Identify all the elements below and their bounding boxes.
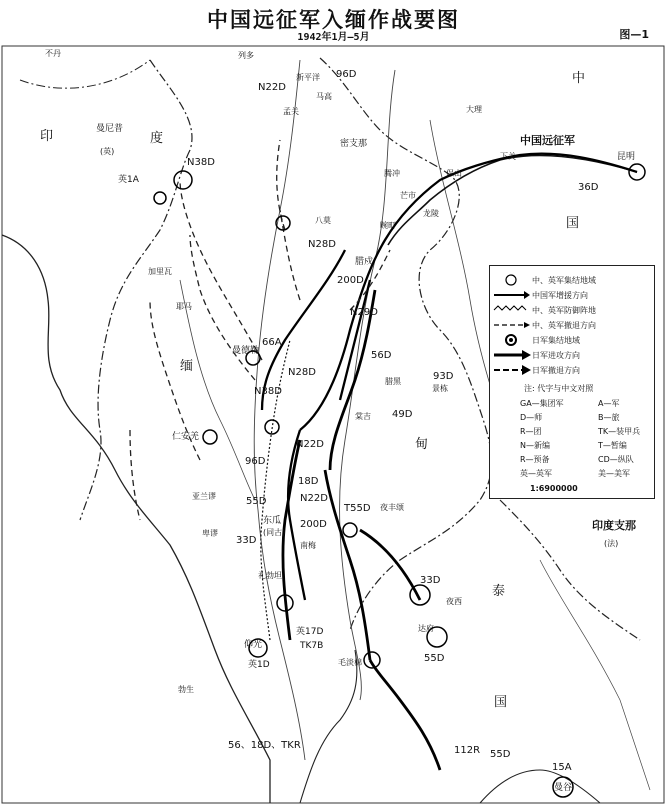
place-xiaguan: 下关 bbox=[500, 152, 516, 161]
place-wanding: 畹町 bbox=[380, 221, 396, 230]
legend-item-allied-retreat: 中、英军撤退方向 bbox=[490, 319, 596, 331]
unit-33d-left: 33D bbox=[236, 535, 257, 546]
unit-96d: 96D bbox=[245, 456, 266, 467]
unit-18d: 18D bbox=[298, 476, 319, 487]
place-toungoo-alt: (同古) bbox=[263, 528, 286, 537]
place-lashio: 腊戍 bbox=[355, 257, 374, 267]
place-prome: 卑谬 bbox=[202, 529, 218, 538]
map-legend bbox=[489, 265, 655, 499]
place-mangshi: 芒市 bbox=[400, 191, 416, 200]
unit-200d: 200D bbox=[337, 275, 364, 286]
place-longling: 龙陵 bbox=[423, 209, 439, 218]
unit-55d-right: 55D bbox=[490, 749, 511, 760]
label-manipur-british: (英) bbox=[100, 147, 115, 156]
place-kalewa: 加里瓦 bbox=[148, 267, 172, 276]
place-libotan: 礼勃坦 bbox=[258, 571, 282, 580]
legend-abbr-0b: A—军 bbox=[598, 399, 620, 408]
place-kengtung: 景栋 bbox=[432, 384, 448, 393]
unit-36d: 36D bbox=[578, 182, 599, 193]
place-baoshan: 保山 bbox=[446, 169, 462, 178]
legend-item-japanese-concentration: 日军集结地域 bbox=[490, 334, 580, 346]
label-indochina-note: (法) bbox=[604, 539, 619, 548]
place-myitkyina: 密支那 bbox=[340, 139, 368, 149]
place-rangoon: 仰光 bbox=[244, 640, 263, 650]
legend-item-japanese-retreat: 日军撤退方向 bbox=[490, 364, 580, 376]
unit-15a: 15A bbox=[552, 762, 572, 773]
unit-93d: 93D bbox=[433, 371, 454, 382]
unit-112r: 112R bbox=[454, 745, 481, 756]
unit-bottom-group: 56、18D、TKR bbox=[228, 740, 301, 751]
unit-n22d-2: N22D bbox=[300, 493, 328, 504]
legend-abbr-1a: D—师 bbox=[520, 413, 543, 422]
unit-49d: 49D bbox=[392, 409, 413, 420]
place-kunming: 昆明 bbox=[617, 152, 636, 162]
label-china-2: 国 bbox=[566, 216, 580, 231]
place-kunlong: 腊黑 bbox=[385, 377, 401, 386]
legend-item-chinese-reinforcement: 中国军增援方向 bbox=[490, 289, 588, 301]
legend-item-allied-concentration: 中、英军集结地域 bbox=[490, 274, 596, 286]
legend-abbr-0a: GA—集团军 bbox=[520, 399, 564, 408]
figure-number: 图—1 bbox=[619, 28, 649, 41]
unit-96d-top: 96D bbox=[336, 69, 357, 80]
place-bhamo: 八莫 bbox=[315, 216, 331, 225]
place-yema: 耶马 bbox=[176, 302, 192, 311]
unit-tk7b: TK7B bbox=[300, 641, 324, 651]
place-magao: 马高 bbox=[316, 92, 332, 101]
label-thailand-2: 国 bbox=[494, 695, 508, 710]
unit-n29d: N29D bbox=[350, 307, 378, 318]
legend-abbr-4a: R—预备 bbox=[520, 455, 550, 464]
unit-n22d-top: N22D bbox=[258, 82, 286, 93]
legend-abbr-2b: TK—装甲兵 bbox=[598, 427, 641, 436]
unit-ya17b: 英17D bbox=[296, 627, 324, 637]
unit-55d-left: 55D bbox=[246, 496, 267, 507]
unit-t55d-label: 夜丰颂 bbox=[380, 503, 404, 512]
border-bhutan bbox=[20, 60, 150, 88]
place-yexi: 夜西 bbox=[446, 597, 462, 606]
place-bangkok: 曼谷 bbox=[554, 783, 573, 793]
legend-abbr-4b: CD—纵队 bbox=[598, 455, 634, 464]
place-taunggyi: 棠吉 bbox=[355, 412, 371, 421]
map-date-range: 1942年1月—5月 bbox=[297, 32, 370, 43]
legend-abbr-5a: 英—英军 bbox=[520, 469, 552, 478]
label-bhutan: 不丹 bbox=[45, 49, 61, 58]
river-chindwin bbox=[180, 280, 255, 500]
coastline-west bbox=[2, 235, 270, 803]
legend-item-japanese-attack: 日军进攻方向 bbox=[490, 349, 580, 361]
unit-200d-2: 200D bbox=[300, 519, 327, 530]
label-burma-2: 甸 bbox=[415, 437, 429, 452]
river-thai bbox=[540, 560, 650, 790]
legend-note: 注: 代字与中文对照 bbox=[524, 384, 594, 393]
unit-t55d: T55D bbox=[344, 503, 371, 514]
legend-abbr-3b: T—暂编 bbox=[598, 441, 627, 450]
place-mengguan: 孟关 bbox=[283, 107, 299, 116]
label-thailand: 泰 bbox=[492, 584, 506, 599]
place-nanmei: 南梅 bbox=[300, 541, 316, 550]
label-expeditionary-force: 中国远征军 bbox=[520, 134, 575, 147]
label-burma: 缅 bbox=[180, 359, 194, 374]
label-india-2: 度 bbox=[150, 131, 164, 146]
legend-scale: 1:6900000 bbox=[530, 484, 578, 493]
unit-n38d: N38D bbox=[187, 157, 215, 168]
japanese-attack-routes bbox=[283, 290, 440, 770]
legend-abbr-1b: B—旅 bbox=[598, 413, 620, 422]
unit-55d: 55D bbox=[424, 653, 445, 664]
place-yenangyaung: 仁安羌 bbox=[172, 432, 200, 442]
legend-item-allied-defense: 中、英军防御阵地 bbox=[490, 304, 596, 316]
burma-road bbox=[388, 156, 637, 245]
label-indochina: 印度支那 bbox=[592, 519, 636, 532]
place-toungoo: 东瓜 bbox=[263, 516, 282, 526]
place-mandalay: 曼德勒 bbox=[232, 346, 260, 356]
map-title: 中国远征军入缅作战要图 bbox=[207, 8, 460, 32]
unit-66a: 66A bbox=[262, 337, 282, 348]
unit-33d: 33D bbox=[420, 575, 441, 586]
legend-abbr-5b: 美—美军 bbox=[598, 469, 630, 478]
unit-n38d-2: N38D bbox=[254, 386, 282, 397]
unit-ya1: 英1A bbox=[118, 175, 139, 185]
label-manipur: 曼尼普 bbox=[96, 124, 124, 134]
coastline-gulf bbox=[480, 770, 600, 803]
place-moulmein: 毛淡棉 bbox=[338, 658, 362, 667]
label-china: 中 bbox=[572, 71, 586, 86]
place-xinpingyang: 新平洋 bbox=[296, 73, 320, 82]
place-tak: 达府 bbox=[418, 624, 434, 633]
coastline-south bbox=[300, 650, 357, 803]
place-allanmyo: 亚兰谬 bbox=[192, 492, 216, 501]
unit-n28d: N28D bbox=[308, 239, 336, 250]
unit-n22d: N22D bbox=[296, 439, 324, 450]
unit-ya1d: 英1D bbox=[248, 660, 270, 670]
unit-56d: 56D bbox=[371, 350, 392, 361]
place-dali: 大理 bbox=[466, 105, 482, 114]
legend-abbr-3a: N—新编 bbox=[520, 441, 550, 450]
unit-n28d-2: N28D bbox=[288, 367, 316, 378]
label-india: 印 bbox=[40, 129, 54, 144]
place-bassein: 勃生 bbox=[178, 685, 194, 694]
legend-abbr-2a: R—团 bbox=[520, 427, 542, 436]
place-tengchong: 腾冲 bbox=[384, 169, 400, 178]
place-ledo: 列多 bbox=[238, 51, 254, 60]
